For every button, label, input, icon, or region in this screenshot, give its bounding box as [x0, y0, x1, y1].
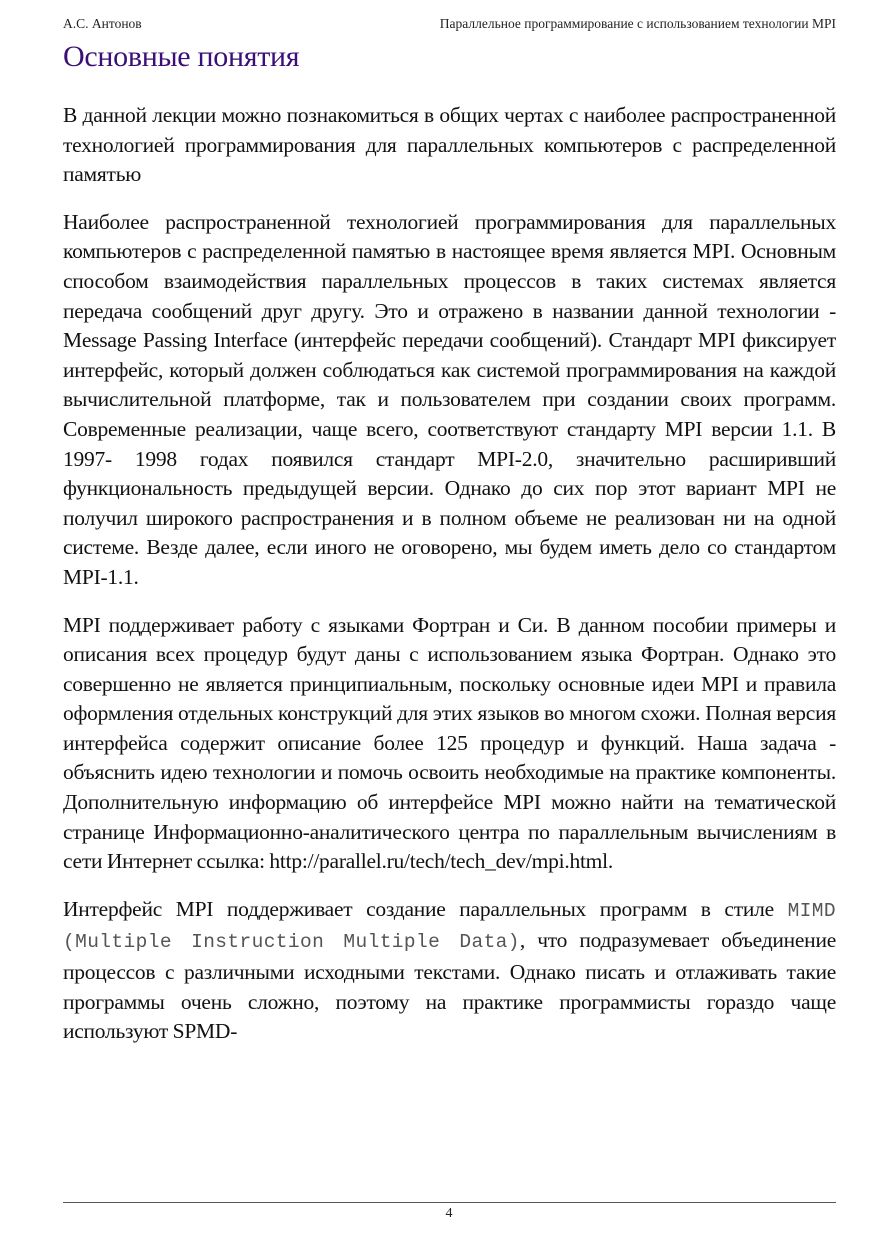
- header-author: А.С. Антонов: [63, 16, 142, 31]
- paragraph-intro: В данной лекции можно познакомиться в общих чертах с наиболее распространенной технологией программирования для параллельных компьютеров с распределенной памятью: [63, 103, 836, 187]
- header-title: Параллельное программирование с использованием технологии MPI: [439, 16, 836, 31]
- paragraph-mimd-start: Интерфейс MPI поддерживает создание параллельных программ в стиле: [63, 896, 788, 921]
- page-header: [63, 16, 836, 36]
- mimd-term: MIMD (Multiple Instruction Multiple Data): [63, 899, 836, 954]
- paragraph-mimd: [63, 895, 836, 1047]
- paragraph-mimd-end: , что подразумевает объединение процессов с различными исходными текстами. Однако писать и отлаживать такие программы очень сложно, поэтому на практике программисты гораздо чаще используют SPMD-: [63, 928, 836, 1044]
- paragraph-mpi-overview: Наиболее распространенной технологией программирования для параллельных компьютеров с распределенной памятью в настоящее время является MPI. Основным способом взаимодействия параллельных процессов в таких системах является передача сообщений друг другу. Это и отражено в названии данной технологии - Message Passing Interface (интерфейс передачи сообщений). Стандарт MPI фиксирует интерфейс, который должен соблюдаться как системой программирования на каждой вычислительной платформе, так и пользователем при создании своих программ. Современные реализации, чаще всего, соответствуют стандарту MPI версии 1.1. В 1997- 1998 годах появился стандарт MPI-2.0, значительно расширивший функциональность предыдущей версии. Однако до сих пор этот вариант MPI не получил широкого распространения и в полном объеме не реализован ни на одной системе. Везде далее, если иного не оговорено, мы будем иметь дело со стандартом MPI-1.1.: [63, 209, 836, 589]
- paragraph-languages: MPI поддерживает работу с языками Фортран и Си. В данном пособии примеры и описания всех процедур будут даны с использованием языка Фортран. Однако это совершенно не является принципиальным, поскольку основные идеи MPI и правила оформления отдельных конструкций для этих языков во многом схожи. Полная версия интерфейса содержит описание более 125 процедур и функций. Наша задача - объяснить идею технологии и помочь освоить необходимые на практике компоненты. Дополнительную информацию об интерфейсе MPI можно найти на тематической странице Информационно-аналитического центра по параллельным вычислениям в сети Интернет ссылка: http://parallel.ru/tech/tech_dev/mpi.html.: [63, 612, 836, 874]
- page-number: 4: [445, 1206, 453, 1221]
- document-body: [63, 101, 836, 1047]
- section-title: Основные понятия: [63, 40, 300, 73]
- footer-divider: [63, 1202, 836, 1203]
